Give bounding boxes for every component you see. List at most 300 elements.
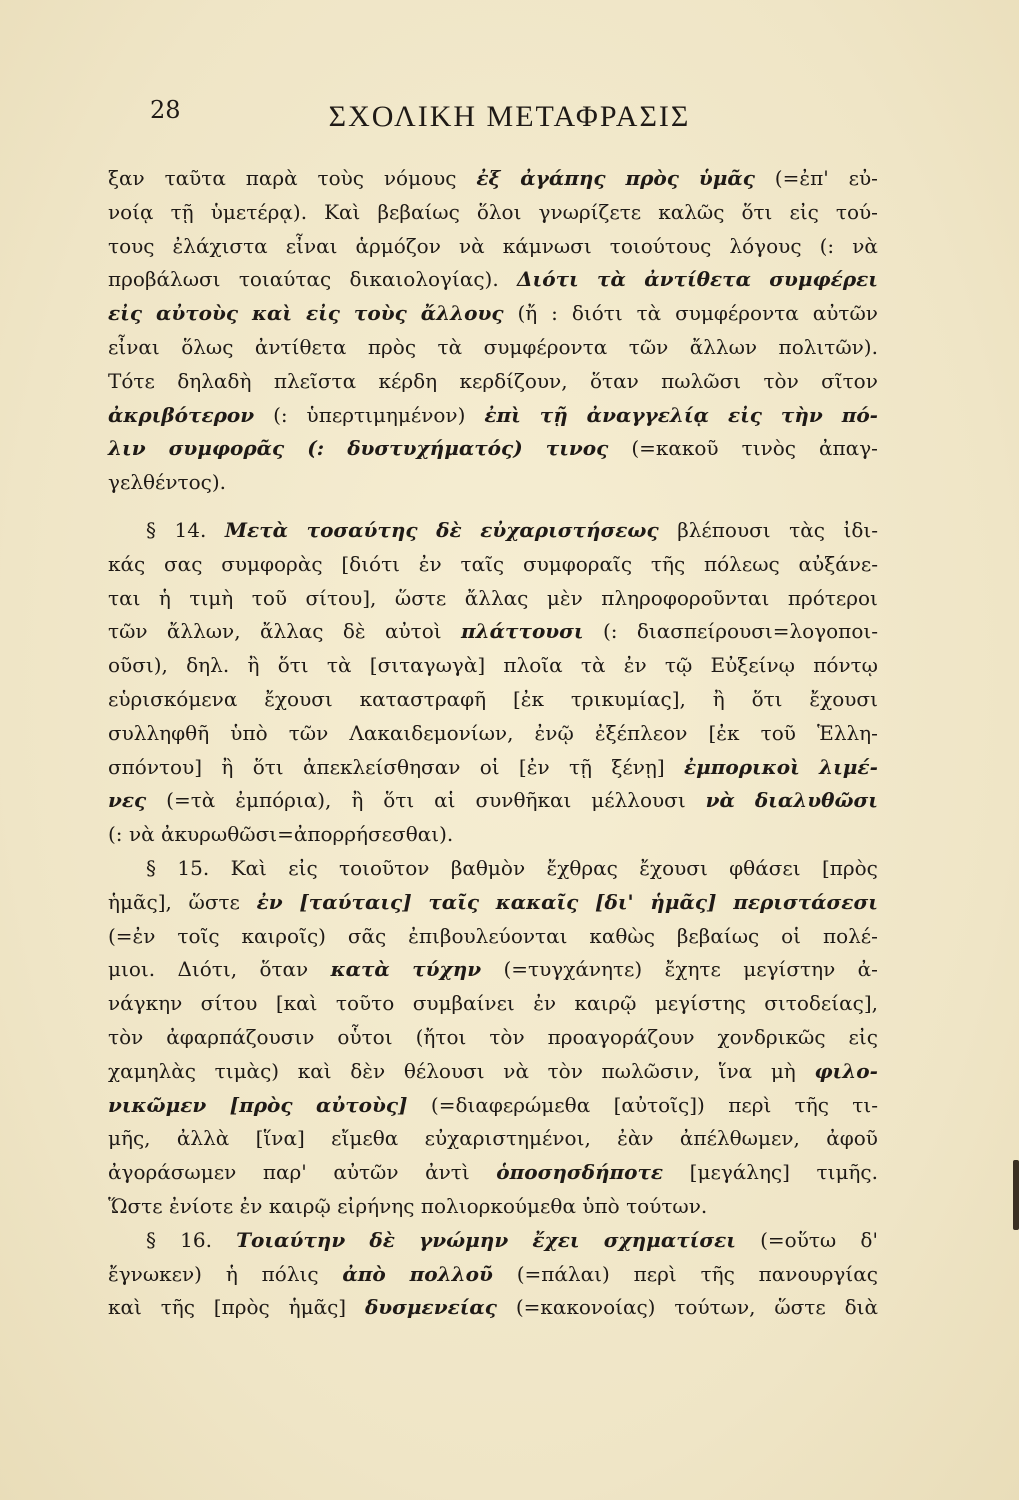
word: νικῶμεν [108,1092,207,1117]
word: οἱ [781,923,802,948]
word: βαθμὸν [450,855,526,880]
word: τούτων. [626,1193,708,1218]
word: πληροφοροῦνται [601,585,770,610]
word: πλοῖα [503,653,563,678]
word: ἐπὶ [484,402,521,427]
word: [καὶ [275,991,318,1016]
word: εἰς [789,199,819,224]
word: ἄλλας [259,619,324,644]
word: δὲ [436,517,462,542]
word: τιμὴ [189,585,234,610]
word: [δι' [595,889,634,914]
word: κατὰ [330,957,390,982]
word: μεγίστης [654,991,746,1016]
text-line [108,365,878,399]
word: τινος [545,436,609,461]
word: πωλῶσιν, [601,1058,700,1083]
word: λόγους [729,233,802,258]
text-line [108,1258,878,1292]
word: [ἐκ [708,720,740,745]
word: καλῶς [658,199,725,224]
word: ἀγάπης [520,166,606,190]
text-line [108,162,878,196]
word: τῶν [108,619,148,644]
word: αὐτῶν [812,301,878,326]
word: τῇ [568,754,592,779]
word: ὑπὸ [582,1193,620,1218]
word: (=διαφερώμεθα [430,1092,591,1117]
word: τοῦ [760,720,796,745]
word: γελθέντος). [108,470,227,495]
word: διασπείρουσι=λογοποι- [636,619,878,644]
word: αὐξάνε- [798,551,878,576]
word: αἱ [434,788,456,813]
word: § [146,517,156,542]
word: πολέ- [822,923,878,948]
word: φθάσει [729,855,801,880]
word: (: [273,402,288,427]
word: νὰ [705,788,735,813]
word: 14. [174,517,207,542]
word: εὐχαριστημένοι, [424,1126,591,1151]
word: εὐ- [848,166,878,190]
word: σπόντου] [108,754,203,779]
word: ἀναγγελίᾳ [586,402,709,427]
word: τοῖς [177,923,220,948]
word: ξένῃ] [611,754,665,779]
word: αὐτῶν [333,1160,399,1185]
word: δυστυχήματός) [347,436,523,461]
word: οὗτοι [337,1024,393,1049]
text-line [108,886,878,920]
word: Ὥστε [108,1193,163,1218]
text-line [108,1224,878,1258]
word: Μετὰ [224,517,289,542]
word: λιν [108,436,146,461]
word: μιοι. [108,957,156,982]
word: ὑμετέρᾳ). [210,199,308,224]
word: ἰδι- [843,517,878,542]
word: νόμους [383,166,457,190]
word: ἐν [533,991,557,1016]
word: ὅτι [277,653,309,678]
word: συμφέρει [769,267,878,292]
word: ἐμπορικοὶ [683,754,800,779]
word: εἶναι [285,233,338,258]
word: § [146,1227,156,1252]
word: οἱ [479,754,500,779]
word: ἄλλων [689,334,758,359]
text-line [108,1190,878,1224]
word: πόντῳ [813,653,878,678]
word: νες [108,788,147,813]
word: Καὶ [324,199,361,224]
word: συλληφθῆ [108,720,210,745]
word: εἰς [727,402,762,427]
word: [διότι [341,551,400,576]
word: δηλαδὴ [177,368,252,393]
text-line [108,683,878,717]
word: (=πάλαι) [516,1261,610,1286]
word: ἡμᾶς], [108,889,172,914]
word: ἡ [225,1261,238,1286]
word: [πρὸς [229,1092,293,1117]
word: τὸν [108,1024,144,1049]
word: (=κακοῦ [631,436,719,461]
word: (=κακονοίας) [515,1295,656,1320]
word: βεβαίως [676,923,760,948]
word: οῦσι), [108,653,168,678]
word: ἁρμόζον [355,233,441,258]
word: μεγίστην [743,957,836,982]
word: νοίᾳ [108,199,154,224]
word: μῆς, [108,1126,151,1151]
word: τοιοῦτον [339,855,430,880]
word: (=ἐν [108,923,156,948]
word: ἐν [256,889,283,914]
word: ἐν [418,551,442,576]
word: ἀκριβότερον [108,402,255,427]
word: ἀφοῦ [826,1126,878,1151]
word: ἢ [351,788,364,813]
word: (=οὕτω [760,1227,837,1252]
word: ὅτι [751,686,783,711]
word: αὐτοὺς [155,301,239,326]
word: εὐχαριστήσεως [480,517,659,542]
text-line [108,649,878,683]
word: πλεῖστα [273,368,357,393]
word: τού- [835,199,878,224]
word: δηλ. [186,653,230,678]
word: διαλυθῶσι [754,788,878,813]
word: ἀντίθετα [254,334,347,359]
word: φιλο- [814,1058,878,1083]
word: προβάλωσι [108,267,221,292]
word: καιρῷ [268,1193,331,1218]
word: (: [108,822,123,847]
word: ἐὰν [617,1126,654,1151]
word: σίτου [200,991,258,1016]
word: ἀκυρωθῶσι=ἀπορρήσεσθαι). [161,822,454,847]
word: νὰ [458,233,485,258]
word: συμβαίνει [412,991,515,1016]
word: τούτων, [674,1295,756,1320]
word: γνώμην [419,1227,509,1252]
word: μὲν [546,585,583,610]
word: ἀπεκλείσθησαν [302,754,461,779]
word: τῆς [794,1092,829,1117]
word: ἐνίοτε [168,1193,234,1218]
word: ὅτι [383,788,415,813]
word: τὰ [597,267,626,292]
word: [ἐκ [512,686,545,711]
word: κάμνωσι [502,233,592,258]
word: ἔγνωκεν) [108,1261,202,1286]
word: ὥστε [188,889,240,914]
word: τῷ [664,653,693,678]
text-line [108,432,878,466]
word: ἀφαρπάζουσιν [166,1024,315,1049]
word: εἰς [108,301,143,326]
word: ὥστε [774,1295,826,1320]
word: παρ' [262,1160,307,1185]
word: καθὼς [589,923,655,948]
word: [μεγάλης] [689,1160,790,1185]
text-line [108,399,878,433]
word: ὁποσησδήποτε [496,1160,664,1185]
word: ὑπερτιμημένον) [306,402,466,427]
text-line [108,230,878,264]
body-text [108,162,878,1325]
word: καὶ [297,1058,332,1083]
word: ἡ [158,585,171,610]
word: ὑπὸ [230,720,268,745]
word: πόλις [261,1261,319,1286]
word: πόλεως [703,551,780,576]
word: δικαιολογίας). [349,267,499,292]
word: ἀπαγ- [819,436,878,461]
word: ἀντὶ [425,1160,470,1185]
word: ὅλοι [476,199,522,224]
word: πολλοῦ [409,1261,493,1286]
word: (ἤ [517,301,538,326]
word: λιμέ- [819,754,878,779]
word: σας [164,551,203,576]
word: αὐτοὺς] [315,1092,408,1117]
word: ὅταν [589,368,639,393]
word: ἐξ [476,166,501,190]
word: σιτοδείας], [764,991,878,1016]
word: εἰς [288,855,318,880]
word: ἄλλους [420,301,504,326]
word: τοὺς [317,166,365,190]
word: τους [108,233,155,258]
word: τὸν [763,368,799,393]
word: τιμὰς) [214,1058,280,1083]
word: πό- [841,402,878,427]
word: ἔχουσι [264,686,333,711]
running-title: ΣΧΟΛΙΚΗ ΜΕΤΑΦΡΑΣΙΣ [328,100,691,133]
word: καιρῷ [574,991,637,1016]
word: ὅτι [741,199,773,224]
word: ἔχητε [664,957,721,982]
word: ἵνα [718,1058,753,1083]
word: εὑρισκόμενα [108,686,238,711]
word: πολιτῶν). [778,334,878,359]
word: Διότι, [177,957,238,982]
word: ἀντίθετα [644,267,751,292]
word: [αὐτοῖς]) [613,1092,705,1117]
word: βεβαίως [377,199,460,224]
word: τὰς [789,517,825,542]
text-line [108,615,878,649]
word: περιστάσεσι [733,889,878,914]
word: Λακαιδεμονίων, [349,720,514,745]
word: ἡμᾶς] [650,889,717,914]
word: ἔχθρας [546,855,618,880]
word: ὅλως [181,334,234,359]
word: Καὶ [230,855,267,880]
word: τὴν [780,402,823,427]
word: μέλλουσι [591,788,686,813]
word: ὥστε [394,585,447,610]
text-line [108,987,878,1021]
word: [πρὸς [213,1295,270,1320]
word: δ' [860,1227,878,1252]
word: πωλῶσι [661,368,742,393]
word: τι- [852,1092,878,1117]
word: πολιορκούμεθα [420,1193,576,1218]
text-line [108,331,878,365]
word: περὶ [633,1261,677,1286]
word: καταστραφῆ [359,686,487,711]
text-line [108,1291,878,1325]
text-line [108,717,878,751]
word: τοιούτους [609,233,712,258]
word: δυσμενείας [364,1295,497,1320]
text-line [108,196,878,230]
text-line [108,1156,878,1190]
word: τῇ [170,199,194,224]
text-line [108,818,878,852]
word: συμφέροντα [483,334,608,359]
word: § [146,855,156,880]
word: διότι [571,301,623,326]
word: ἐν [623,653,647,678]
word: ἄλλας [464,585,529,610]
word: συμφορὰς [221,551,323,576]
word: κάς [108,551,146,576]
word: τῶν [628,334,669,359]
text-line [108,548,878,582]
word: ἐμπόρια), [235,788,332,813]
word: νὰ [852,233,878,258]
word: πανουργίας [758,1261,878,1286]
word: εἶναι [108,334,160,359]
word: ἀπέλθωμεν, [679,1126,800,1151]
text-line [108,263,878,297]
word: Ἑλλη- [817,720,878,745]
text-line [108,920,878,954]
word: τοὺς [353,301,407,326]
word: εἰς [305,301,340,326]
text-line [108,582,878,616]
word: ταῦτα [164,166,226,190]
word: ἔχουσι [639,855,708,880]
word: δὲ [369,1227,395,1252]
word: τῆς [160,1295,195,1320]
word: καὶ [251,301,293,326]
word: κακαῖς [495,889,579,914]
word: (: [602,619,618,644]
word: ἐπιβουλεύονται [408,923,568,948]
word: τιμῆς. [816,1160,878,1185]
word: ἐνῷ [534,720,574,745]
word: ἐλάχιστα [172,233,268,258]
word: τοιαύτας [238,267,332,292]
word: σῖτον [821,368,878,393]
word: συμφοραῖς [522,551,633,576]
word: τὸν [489,1024,525,1049]
word: ἄλλων, [166,619,241,644]
word: ὅταν [259,957,309,982]
text-line [108,1122,878,1156]
word: ἀλλὰ [176,1126,230,1151]
word: Τότε [108,368,155,393]
text-line [108,1089,878,1123]
text-line [108,751,878,785]
word: [ταύταις] [299,889,412,914]
word: ἀ- [857,957,878,982]
word: Εὐξείνῳ [710,653,795,678]
word: (: [307,436,325,461]
word: νὰ [503,1058,529,1083]
word: σᾶς [347,923,387,948]
word: : [551,301,558,326]
word: Διότι [517,267,579,292]
word: τῶν [288,720,329,745]
word: εἰρήνης [337,1193,415,1218]
text-line [108,466,878,500]
word: τὰ [580,653,606,678]
word: ἢ [221,754,234,779]
word: τὰ [326,653,352,678]
word: τινὸς [741,436,796,461]
word: ἐν [239,1193,263,1218]
word: τοῦτο [335,991,395,1016]
word: τρικυμίας], [570,686,686,711]
word: δὲ [342,619,366,644]
word: τῇ [539,402,568,427]
word: σχηματίσει [603,1227,736,1252]
word: κέρδη [378,368,438,393]
word: ἐξέπλεον [594,720,688,745]
word: γνωρίζετε [538,199,642,224]
word: εἰς [848,1024,878,1049]
word: ἔχει [532,1227,580,1252]
word: αὐτοὶ [385,619,442,644]
word: συνθῆκαι [475,788,572,813]
word: (ἤτοι [415,1024,467,1049]
word: περὶ [728,1092,772,1117]
word: δὲν [350,1058,386,1083]
word: μὴ [770,1058,796,1083]
word: (=ἐπ' [774,166,829,190]
word: τοῦ [251,585,288,610]
text-line [108,514,878,548]
word: 16. [180,1227,212,1252]
word: ἢ [247,653,260,678]
word: τὸν [547,1058,583,1083]
word: νὰ [128,822,155,847]
text-line [108,1021,878,1055]
text-line [108,297,878,331]
word: [ἐν [518,754,550,779]
word: βλέπουσι [677,517,771,542]
word: προαγοράζουν [547,1024,695,1049]
word: καὶ [108,1295,142,1320]
word: κερδίζουν, [459,368,568,393]
word: ἀπὸ [342,1261,386,1286]
word: (: [819,233,835,258]
word: Τοιαύτην [236,1227,346,1252]
word: συμφέροντα [675,301,799,326]
page-edge-mark [1013,1160,1019,1230]
word: τῆς [650,551,686,576]
word: νάγκην [108,991,183,1016]
word: ἀγοράσωμεν [108,1160,237,1185]
word: σίτου], [305,585,377,610]
